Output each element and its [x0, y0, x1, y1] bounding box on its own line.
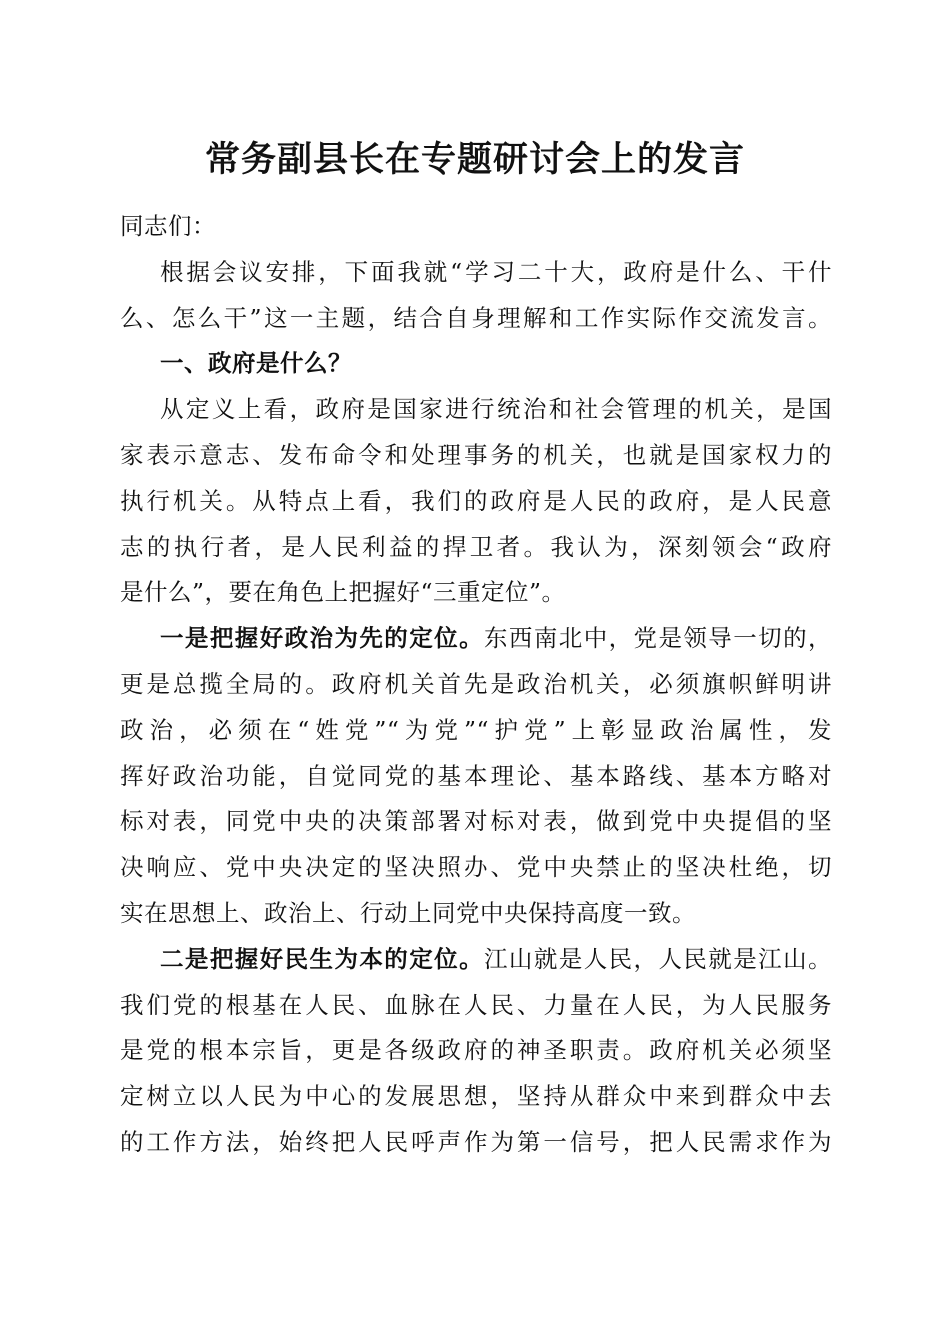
salutation: 同志们：	[120, 212, 216, 240]
document-title: 常务副县长在专题研讨会上的发言	[204, 139, 745, 180]
paragraph-line: 是党的根本宗旨，更是各级政府的神圣职责。政府机关必须坚	[120, 1036, 832, 1065]
paragraph-line: 根据会议安排，下面我就“学习二十大，政府是什么、干什	[160, 257, 832, 286]
paragraph-line: 我们党的根基在人民、血脉在人民、力量在人民，为人民服务	[120, 990, 832, 1019]
paragraph-line	[120, 937, 832, 983]
paragraph-line: 定树立以人民为中心的发展思想，坚持从群众中来到群众中去	[120, 1082, 832, 1111]
paragraph-line: 实在思想上、政治上、行动上同党中央保持高度一致。	[120, 898, 696, 927]
paragraph-line: 挥好政治功能，自觉同党的基本理论、基本路线、基本方略对	[120, 761, 832, 790]
paragraph-line: 决响应、党中央决定的坚决照办、党中央禁止的坚决杜绝，切	[120, 853, 832, 882]
paragraph-line: 家表示意志、发布命令和处理事务的机关，也就是国家权力的	[120, 440, 832, 469]
paragraph-line: 的工作方法，始终把人民呼声作为第一信号，把人民需求作为	[120, 1127, 832, 1156]
paragraph-line	[120, 616, 832, 662]
paragraph-line: 执行机关。从特点上看，我们的政府是人民的政府，是人民意	[120, 486, 832, 515]
paragraph-line: 从定义上看，政府是国家进行统治和社会管理的机关，是国	[160, 395, 832, 424]
paragraph-line: 更是总揽全局的。政府机关首先是政治机关，必须旗帜鲜明讲	[120, 669, 832, 698]
paragraph-line: 标对表，同党中央的决策部署对标对表，做到党中央提倡的坚	[120, 807, 832, 836]
politics-paragraph	[120, 616, 832, 937]
intro-paragraph	[120, 250, 832, 342]
document-body	[120, 204, 832, 1166]
paragraph-line: 政治，必须在“姓党”“为党”“护党”上彰显政治属性，发	[120, 715, 832, 744]
definition-paragraph	[120, 387, 832, 616]
paragraph-lead: 一是把握好政治为先的定位。	[160, 624, 484, 653]
livelihood-paragraph	[120, 937, 832, 1166]
paragraph-line: 么、怎么干”这一主题，结合自身理解和工作实际作交流发言。	[120, 303, 832, 332]
section-heading: 一、政府是什么？	[160, 349, 352, 378]
paragraph-line: 是什么”，要在角色上把握好“三重定位”。	[120, 578, 566, 607]
paragraph-line: 志的执行者，是人民利益的捍卫者。我认为，深刻领会“政府	[120, 532, 832, 561]
paragraph-lead: 二是把握好民生为本的定位。	[160, 944, 484, 973]
paragraph-text: 江山就是人民，人民就是江山。	[484, 944, 832, 973]
paragraph-text: 东西南北中，党是领导一切的，	[484, 624, 832, 653]
